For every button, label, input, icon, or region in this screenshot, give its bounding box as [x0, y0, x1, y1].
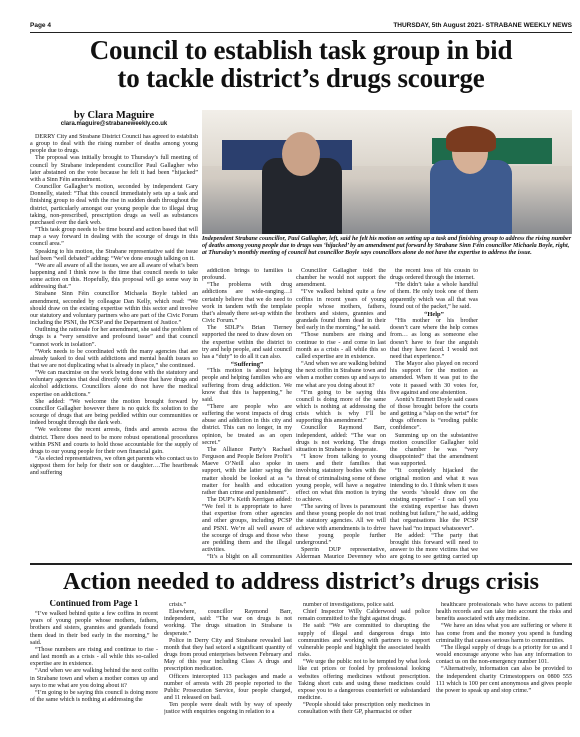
paragraph: The SDLP’s Brian Tierney supported the need to draw down on the expertise within the district to try and help people, and said council has a “duty” to do all it can also. — [202, 325, 292, 360]
paragraph: “We have an idea what you are suffering or where it has come from and the money you spend is funding criminality that causes serious harm to communities. — [436, 623, 572, 644]
paragraph: “Work needs to be coordinated with the many agencies that are already tasked to deal with addictions and mental health issues so that we are not duplicating what is already in place,” she continued. — [30, 348, 198, 369]
paragraph: “There are people who are suffering the worst impacts of drug abuse and addiction in this city and district. This can no longer, in my opinion, be treated as an open secret.” — [202, 403, 292, 446]
photo-person-right-hair — [446, 126, 496, 152]
paragraph: Strabane Sinn Féin councillor Michaela Boyle tabled an amendment, seconded by colleague Dan Kelly, which read: “We should draw on the existing expertise within this sector and involve our statutory and voluntary partners who are part of the Civic Forum including the PSNI, the PCSP and the Department of Justice.” — [30, 291, 198, 327]
paragraph: DERRY City and Strabane District Council has agreed to establish a group to deal with the rising number of deaths among young people due to drugs. — [30, 134, 198, 155]
paragraph: “I’m going to be saying this council is doing more of the same which is nothing at addressing the — [30, 689, 158, 704]
paragraph: “I’ve walked behind quite a few coffins in recent years of young people whose mothers, fathers, brothers and sisters, grannies and grandads found them dead in their bed early in the morning,” he said. — [296, 289, 386, 332]
paragraph: “We are all aware of all the issues, we are all aware of what’s been happening and I think now is the time that council needs to take some action on this. Hopefully, this proposal will go some way in addressing that.” — [30, 262, 198, 291]
section-divider — [30, 563, 572, 565]
paragraph: “Those numbers are rising and continue to rise - and last month as a crisis - all while this so-called expertise are in existence. — [30, 646, 158, 668]
author-email[interactable]: clara.maguire@strabaneweekly.co.uk — [60, 121, 168, 127]
story2-column-1 — [30, 600, 158, 730]
paragraph: He added: “The party that brought this forward will need to answer to the more victims that we are going to see getting carried up — [390, 532, 478, 560]
paragraph: “As elected representatives, we often get parents who contact us to signpost them for help for their son or daughter….The heartbreak and suffering — [30, 456, 198, 477]
paragraph: Ten people were dealt with by way of speedy justice with enquiries ongoing in relation to a — [164, 702, 292, 716]
paragraph: “He didn’t take a whole handful of them. He only took one of them apparently which was all that was found out of the packet,” he said. — [390, 282, 478, 310]
paragraph: Outlining the rationale for her amendment, she said the problem of drugs is a “very sensitive and profound issue” and that council “cannot work in isolation”. — [30, 327, 198, 348]
author-name: by Clara Maguire — [73, 110, 155, 121]
paragraph: addiction brings to families is profound. — [202, 268, 292, 282]
story2-column-4 — [436, 602, 572, 732]
paragraph: Councillor Raymond Barr, independent, added: “The war on drugs is not working. The drugs situation in Strabane is desperate. — [296, 425, 386, 453]
page-number: Page 4 — [30, 22, 51, 29]
dateline: THURSDAY, 5th August 2021- STRABANE WEEKLY NEWS — [393, 22, 572, 29]
paragraph: Councillor Gallagher’s motion, seconded by independent Gary Donnelly, stated: “That this council immediately sets up a task and finishing group to deal with the rise in sudden death throughout the district, particularly amongst our young people due to illegal drug taking, non-prescribed, prescription drugs as well as substances purchased over the dark web. — [30, 184, 198, 226]
paragraph: “This task group needs to be time bound and action based that will map a way forward in dealing with the scourge of drugs in this council area.” — [30, 227, 198, 248]
story1-headline-line2: to tackle district’s drugs scourge — [117, 63, 485, 93]
story1-column-2 — [202, 268, 292, 560]
subheading-help: “Help” — [424, 310, 444, 318]
story1-column-5 — [482, 268, 572, 560]
paragraph: “It completely hijacked the original motion and what it was intending to do. I think when it uses the words ‘should draw on the existing expertise’ - I can tell you the existing expertise has drawn nothing but failure,” he said, adding that organisations like the PCSP have had “no impact whatsoever”. — [390, 468, 478, 532]
paragraph: Chief Inspector Willy Calderwood said police remain committed to the fight against drugs. — [298, 609, 430, 623]
paragraph: “Alternatively, information can also be provided to the independent charity Crimestoppers on 0800 555 111 which is 100 per cent anonymous and gives people the power to speak up and stop crime.” — [436, 666, 572, 694]
paragraph: crisis.” — [169, 602, 187, 608]
paragraph: Aontú’s Emmett Doyle said cases of those brought before the courts and getting a “slap on the wrist” for drugs offences is “eroding public confidence”. — [390, 396, 478, 432]
paragraph: The Alliance Party’s Rachael Ferguson and People Before Profit’s Maeve O’Neill also spoke in support, with the latter saying the matter should be looked at as “a matter for health and education rather than crime and punishment”. — [202, 446, 292, 496]
paragraph: number of investigations, police said. — [303, 602, 395, 608]
paragraph: “And when we are walking behind the next coffin in Strabane town and when a mother comes up and says to me what are you doing about it? — [296, 361, 386, 389]
paragraph: Summing up on the substantive motion councillor Gallagher told the chamber he was “very disappointed” that the amendment was supported. — [390, 432, 478, 468]
paragraph: “The problems with drug addictions are wide-ranging…I certainly believe that we do need to work in tandem with the template that’s already there set-up within the Civic Forum.” — [202, 282, 292, 325]
story1-column-1 — [30, 134, 198, 558]
paragraph: Speaking to his motion, the Strabane representative said the issue had been “well debated” adding: “We’ve done enough talking on it. — [30, 248, 198, 262]
story1-column-3 — [296, 268, 386, 560]
paragraph: “The saving of lives is paramount and these young people do not trust the statutory agencies. All we will achieve with amendments is to drive these young people further underground.” — [296, 504, 386, 546]
paragraph: The Mayor also played on record his support for the motion as amended. When it was put to the vote it passed with 30 votes for, five against and one abstention. — [390, 361, 478, 396]
paragraph: Councillor Gallagher told the chamber he would not support the amendment. — [296, 268, 386, 289]
story1-headline — [30, 36, 572, 92]
paragraph: “I’ve walked behind quite a few coffins in recent years of young people whose mothers, fathers, brothers and sisters, grannies and grandads found them dead in their bed early in the morning,” he said. — [30, 611, 158, 646]
paragraph: “We urge the public not to be tempted by what look like cut prices or fooled by professional looking websites offering medicines without prescription. Taking short cuts and using these medicines could expose you to a dangerous counterfeit or substandard medicine. — [298, 659, 430, 702]
photo-person-left-head — [282, 132, 320, 176]
paragraph: the recent loss of his cousin to drugs ordered through the internet. — [390, 268, 478, 282]
story2-column-2 — [164, 602, 292, 732]
page-header — [30, 22, 572, 33]
paragraph: healthcare professionals who have access to patient health records and can take into account the risks and benefits associated with any medicine. — [436, 602, 572, 623]
paragraph: “We welcome the recent arrests, finds and arrests across the district. There does need to be more robust operational procedures within PSNI and courts to hold those accountable for the supply of drugs to our young people for their own financial gain. — [30, 427, 198, 455]
paragraph: “I’m going to be saying this council is doing more of the same which is nothing at addressing the crisis which is why I’ll be supporting this amendment.” — [296, 389, 386, 425]
paragraph: “And when we are walking behind the next coffin in Strabane town and when a mother comes up and says to me what are you doing about it? — [30, 668, 158, 689]
paragraph: Sperrin DUP representative, Alderman Maurice Devenney who — [296, 547, 386, 560]
paragraph: “We can maximise on the work being done with the statutory and voluntary agencies that deal directly with those that have drugs and alcohol addictions. Councillors alone do not have the medical expertise on addictions.” — [30, 370, 198, 398]
paragraph: He said: “We are committed to disrupting the supply of illegal and dangerous drugs into communities and working with partners to support vulnerable people and highlight the associated health risks. — [298, 623, 430, 659]
subheading-suffering: “Suffering” — [230, 361, 264, 369]
byline — [30, 110, 198, 127]
story1-headline-line1: Council to establish task group in bid — [89, 35, 513, 65]
story2-column-3 — [298, 602, 430, 732]
paragraph: The proposal was initially brought to Thursday’s full meeting of council by Strabane independent councillor Paul Gallagher who later abstained on the vote because he felt it had been “hijacked” with a Sinn Féin amendment. — [30, 155, 198, 183]
story2-headline: Action needed to address district’s drugs crisis — [63, 569, 539, 595]
paragraph: Police in Derry City and Strabane revealed last month that they had seized a significant quantity of drugs from proud enterprises between February and May of this year including Class A drugs and prescription medication. — [164, 637, 292, 673]
paragraph: “I know from talking to young users and their families that involving statutory bodies with the threat of criminalising some of these young people, will have a negative effect on what this motion is trying to achieve. — [296, 454, 386, 503]
paragraph: “This motion is about helping people and helping families who are suffering from drug addiction. We know that this is happening,” he said. — [202, 368, 292, 403]
paragraph: “The illegal supply of drugs is a priority for us and I would encourage anyone who has any information to contact us on the non-emergency number 101. — [436, 644, 572, 666]
councillors-photo — [202, 110, 572, 234]
paragraph: The DUP’s Keith Kerrigan added: “We feel it is appropriate to have that expertise from other agencies and other groups, including PCSP and PSNI. We’re all well aware of the scourge of drugs and those who are peddling them and the illegal activities. — [202, 497, 292, 554]
paragraph: “His mother or his brother doesn’t care where the help comes from… as long as someone else doesn’t have to fear the anguish that they have faced. I would not need that experience.” — [390, 318, 478, 360]
paragraph: Officers intercepted 113 packages and made a number of arrests with 28 people reported to the Public Prosecution Service, four people charged, and 11 released on bail. — [164, 673, 292, 702]
continued-label: Continued from Page 1 — [49, 600, 139, 608]
paragraph: “Those numbers are rising and continue to rise - and come in last month as a crisis - all while this so called expertise are in existence. — [296, 332, 386, 360]
paragraph: “It’s a blight on all communities — [207, 554, 292, 560]
paragraph: “People should take prescription only medicines in consultation with their GP, pharmacist or other — [298, 702, 430, 716]
paragraph: She added: “We welcome the motion brought forward by councillor Gallagher however there is no quick fix solution to the scourge of drugs that are being peddled within our communities or indeed brought through the dark web. — [30, 398, 198, 427]
story1-column-4 — [390, 268, 478, 560]
paragraph: Elsewhere, councillor Raymond Barr, independent, said: “The war on drugs is not working. The drugs situation in Strabane is desperate.” — [164, 609, 292, 637]
photo-caption: Independent Strabane councillor, Paul Gallagher, left, said he felt his motion on setting up a task and finishing group to address the rising number of deaths among young people due to drugs was ‘hijacked’ by an amendment put forward by Strabane Sinn Féin councillor Michaela Boyle, right, at Thursday’s monthly meeting of council but councillor Boyle says councillors alone do not have the expertise to address the issue. — [202, 236, 572, 257]
